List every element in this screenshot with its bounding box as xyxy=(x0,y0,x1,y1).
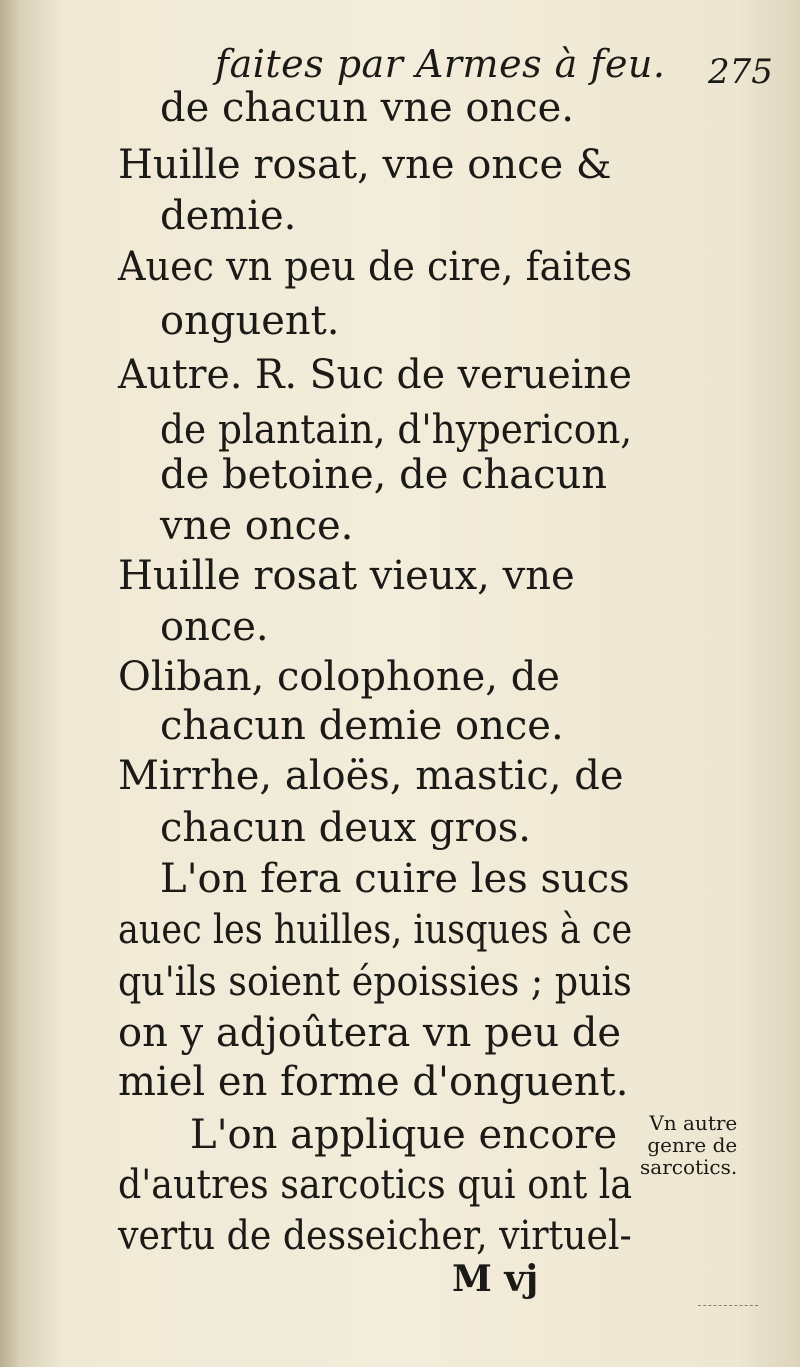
text-line: chacun demie once. xyxy=(160,703,564,749)
text-line: demie. xyxy=(160,193,297,239)
margin-note xyxy=(640,1112,737,1178)
text-line: L'on fera cuire les sucs xyxy=(160,856,630,902)
text-line: Huille rosat, vne once & xyxy=(118,142,612,188)
text-line: onguent. xyxy=(160,298,340,344)
binding-gutter xyxy=(0,0,18,1367)
text-line: once. xyxy=(160,604,269,650)
text-line: Auec vn peu de cire, faites xyxy=(118,244,633,290)
text-line: vne once. xyxy=(160,503,354,549)
text-line: auec les huilles, iusques à ce xyxy=(118,907,633,953)
signature-mark: M vj xyxy=(452,1258,539,1300)
margin-note-line: genre de xyxy=(647,1133,738,1157)
text-line: chacun deux gros. xyxy=(160,805,532,851)
text-line: vertu de desseicher, virtuel- xyxy=(118,1213,632,1259)
text-line: Oliban, colophone, de xyxy=(118,654,560,700)
text-line: Mirrhe, aloës, mastic, de xyxy=(118,753,624,799)
text-line: de chacun vne once. xyxy=(160,85,575,131)
margin-note-line: sarcotics. xyxy=(640,1155,738,1179)
text-line: Autre. R. Suc de verueine xyxy=(118,352,633,398)
text-line: d'autres sarcotics qui ont la xyxy=(118,1162,633,1208)
text-line: qu'ils soient époissies ; puis xyxy=(118,959,632,1005)
divider xyxy=(698,1305,758,1306)
running-head: faites par Armes à feu. xyxy=(215,42,666,86)
text-line: L'on applique encore xyxy=(190,1112,618,1158)
text-line: de betoine, de chacun xyxy=(160,452,608,498)
text-line: miel en forme d'onguent. xyxy=(118,1059,629,1105)
page-number: 275 xyxy=(708,52,773,92)
text-line: Huille rosat vieux, vne xyxy=(118,553,575,599)
text-line: on y adjoûtera vn peu de xyxy=(118,1010,622,1056)
text-line: de plantain, d'hypericon, xyxy=(160,407,633,453)
margin-note-line: Vn autre xyxy=(649,1111,738,1135)
